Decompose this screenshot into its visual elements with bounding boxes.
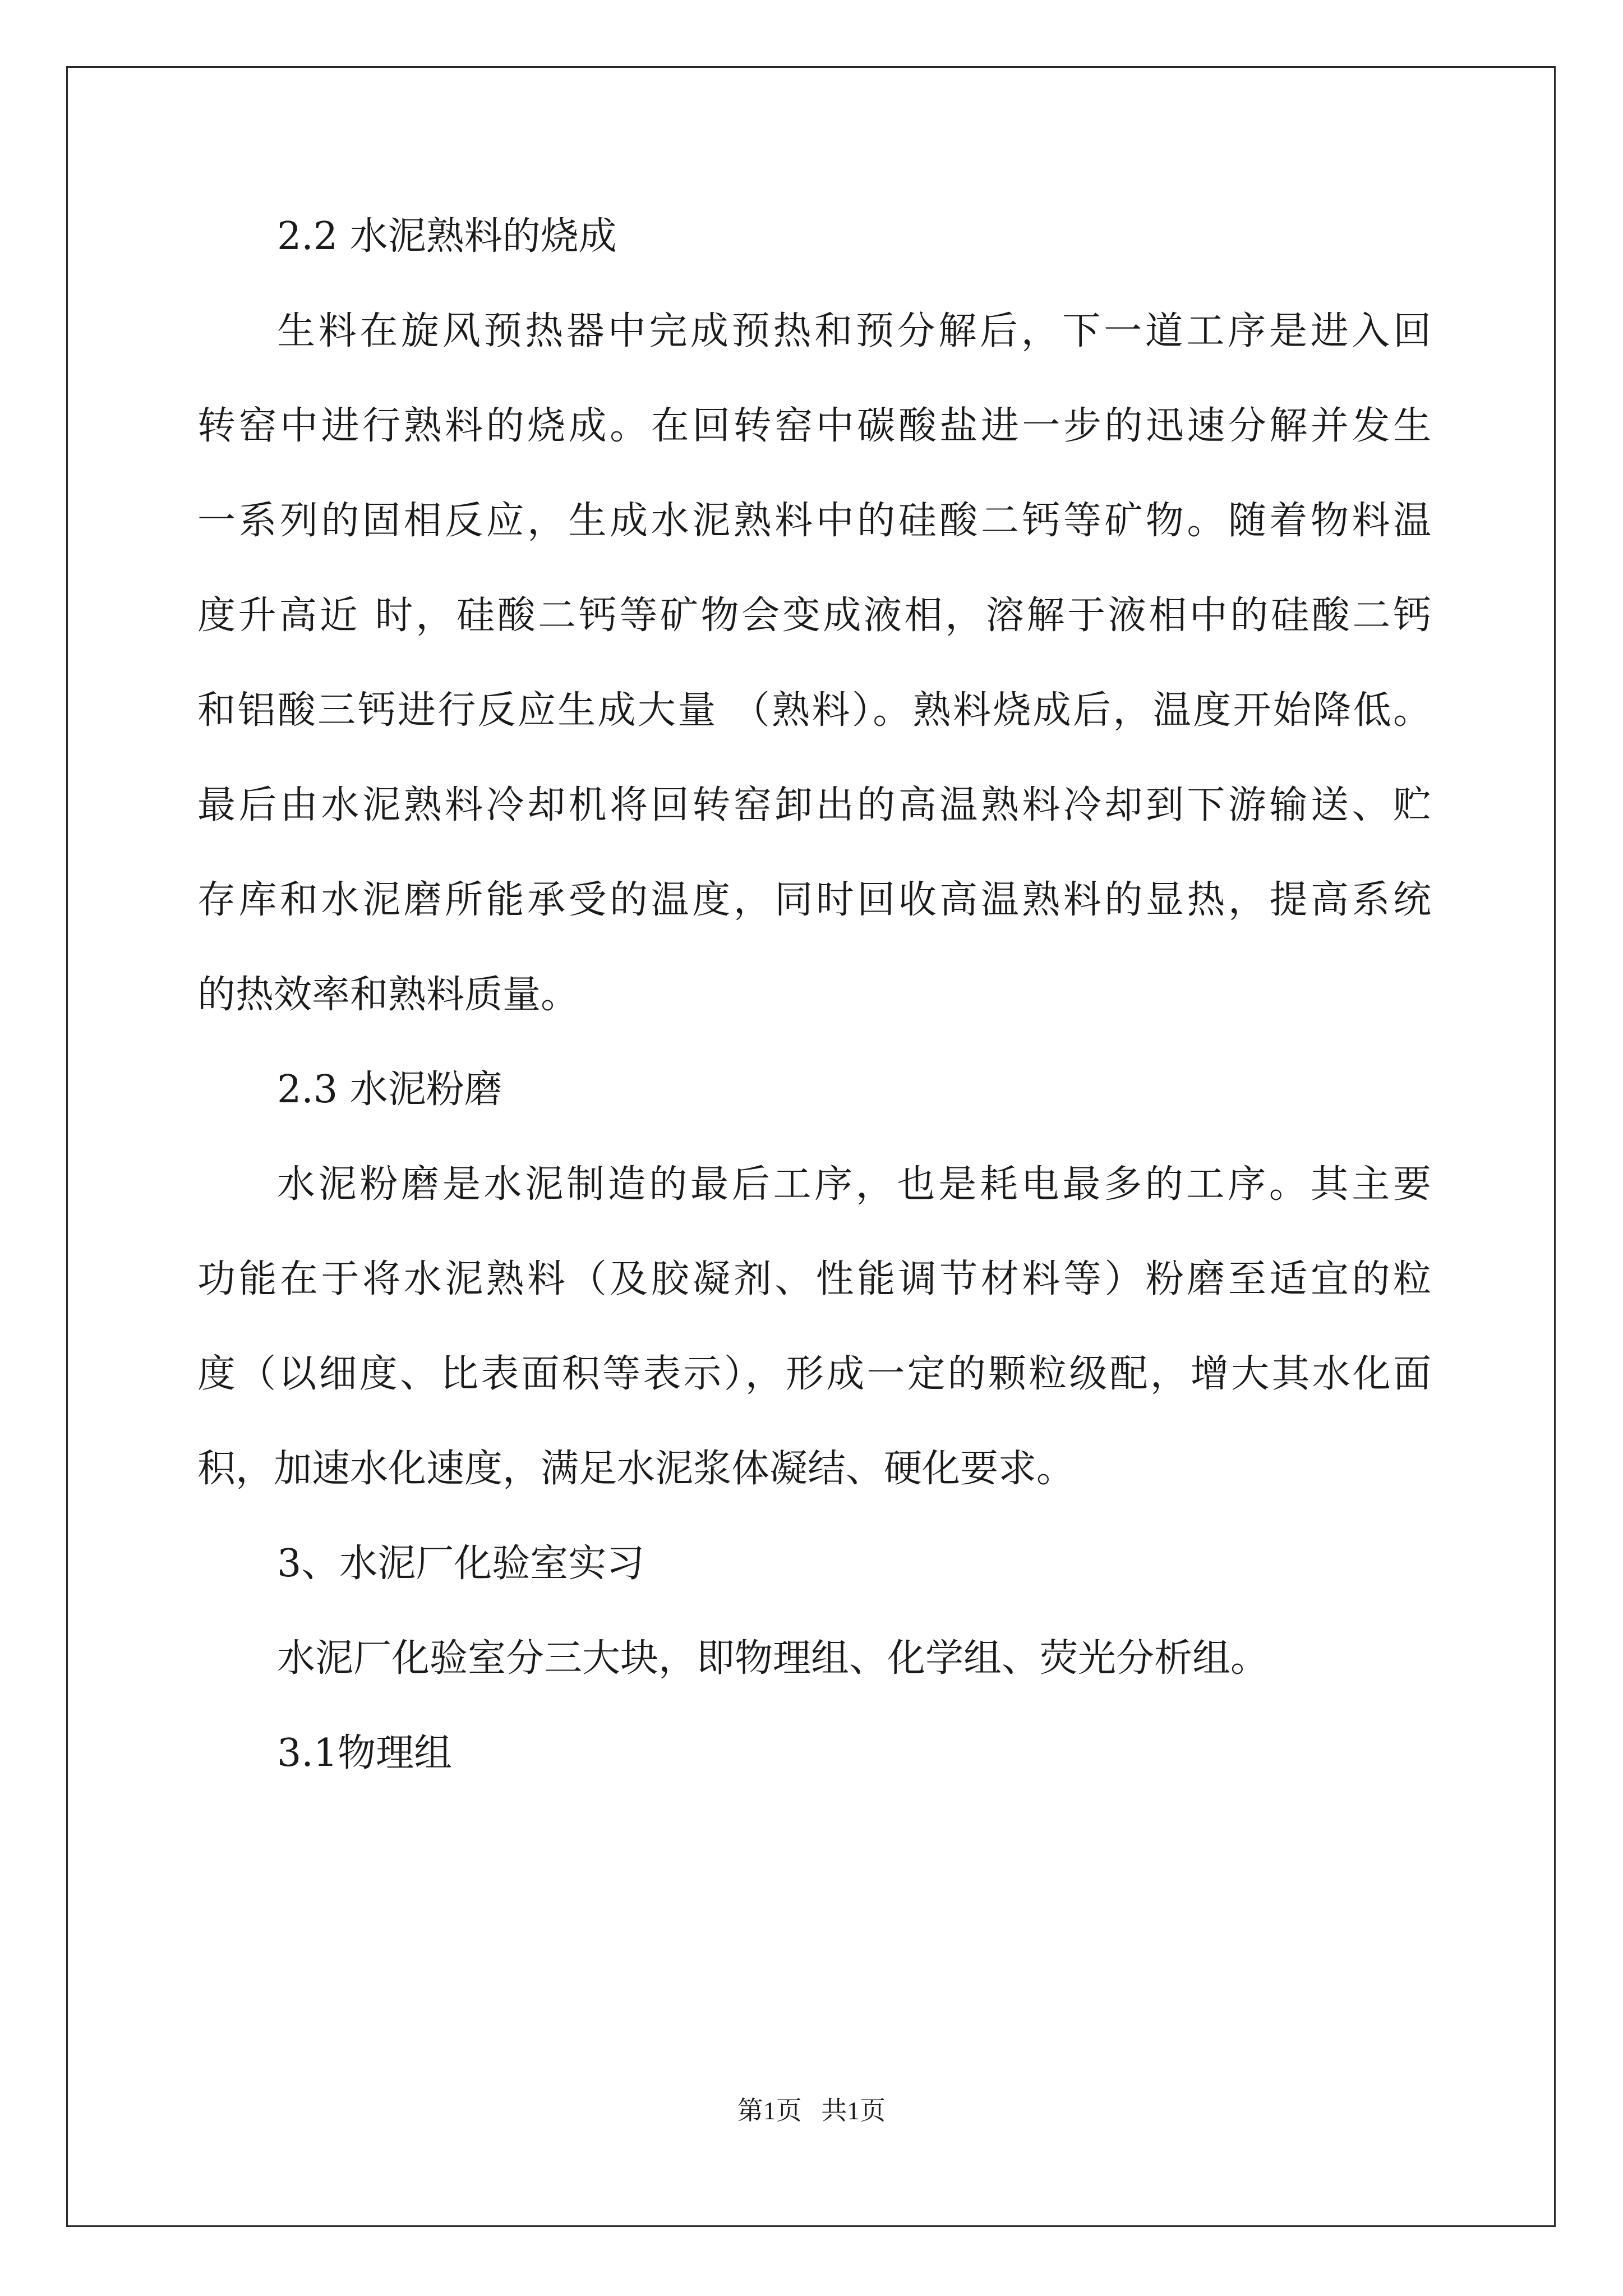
paragraph-line: 转窑中进行熟料的烧成。在回转窑中碳酸盐进一步的迅速分解并发生 — [197, 404, 1431, 448]
paragraph-line: 度升高近 时，硅酸二钙等矿物会变成液相，溶解于液相中的硅酸二钙 — [197, 593, 1431, 638]
page-number: 第1页 — [737, 2096, 802, 2125]
paragraph-line: 度（以细度、比表面积等表示），形成一定的颗粒级配，增大其水化面 — [197, 1352, 1431, 1396]
section-heading-3: 3、水泥厂化验室实习 — [277, 1542, 645, 1586]
paragraph-line: 最后由水泥熟料冷却机将回转窑卸出的高温熟料冷却到下游输送、贮 — [197, 783, 1431, 827]
paragraph-cement-grinding — [197, 1161, 1431, 1493]
section-heading-2-2: 2.2 水泥熟料的烧成 — [277, 214, 617, 259]
paragraph-line: 和铝酸三钙进行反应生成大量 （熟料）。熟料烧成后，温度开始降低。 — [197, 688, 1431, 733]
document-body — [197, 213, 1431, 1777]
paragraph-line: 积，加速水化速度，满足水泥浆体凝结、硬化要求。 — [197, 1447, 1075, 1491]
paragraph-line: 水泥粉磨是水泥制造的最后工序，也是耗电最多的工序。其主要 — [277, 1162, 1431, 1207]
paragraph-line: 存库和水泥磨所能承受的温度，同时回收高温熟料的显热，提高系统 — [197, 878, 1431, 922]
page-total: 共1页 — [821, 2096, 886, 2125]
page-footer — [0, 2095, 1623, 2127]
paragraph-line: 一系列的固相反应，生成水泥熟料中的硅酸二钙等矿物。随着物料温 — [197, 499, 1431, 543]
section-heading-2-3: 2.3 水泥粉磨 — [277, 1068, 502, 1112]
paragraph-lab-groups: 水泥厂化验室分三大块，即物理组、化学组、荧光分析组。 — [277, 1636, 1269, 1681]
paragraph-line: 生料在旋风预热器中完成预热和预分解后，下一道工序是进入回 — [277, 309, 1431, 353]
section-heading-3-1: 3.1物理组 — [277, 1731, 453, 1775]
paragraph-clinker-burning — [197, 308, 1431, 1019]
paragraph-line: 的热效率和熟料质量。 — [197, 973, 579, 1017]
paragraph-line: 功能在于将水泥熟料（及胶凝剂、性能调节材料等）粉磨至适宜的粒 — [197, 1257, 1431, 1301]
